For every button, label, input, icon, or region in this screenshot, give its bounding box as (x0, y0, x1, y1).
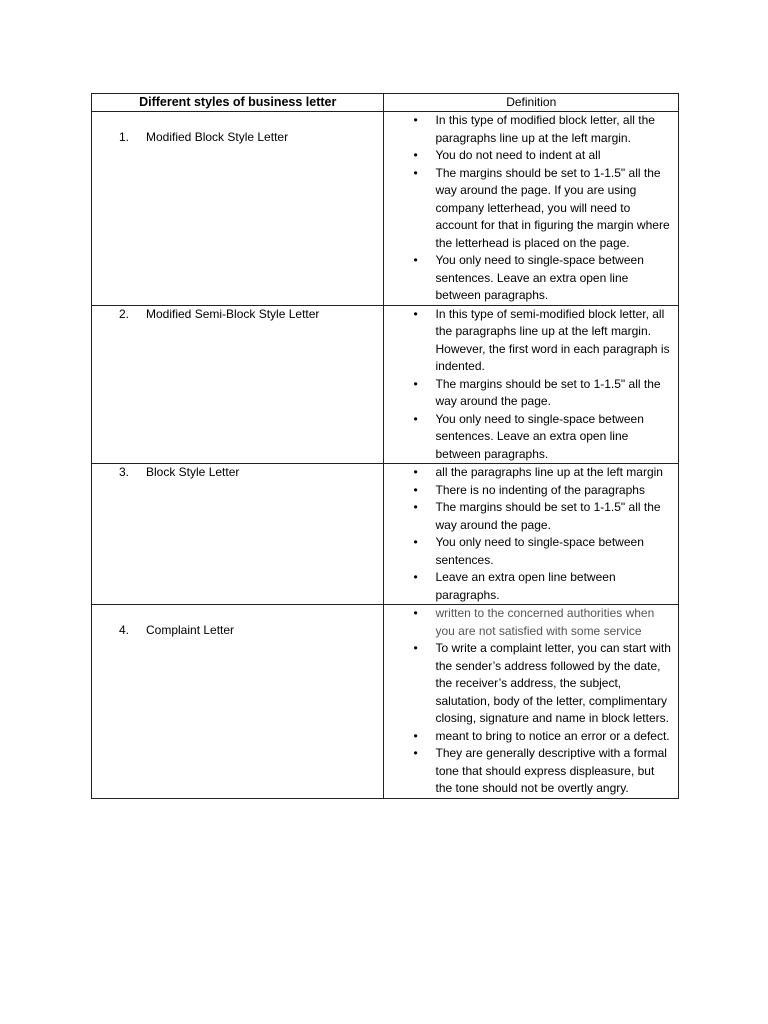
list-item: • You only need to single-space between sentences. Leave an extra open line between paragraphs. (384, 411, 672, 464)
table-row (92, 305, 679, 464)
definition-list (384, 306, 678, 464)
style-column-heading: Different styles of business letter (92, 94, 384, 112)
list-item: • The margins should be set to 1-1.5" all the way around the page. (384, 376, 672, 411)
table-row (92, 605, 679, 799)
list-item: • They are generally descriptive with a formal tone that should express displeasure, but the tone should not be overtly angry. (384, 745, 672, 798)
table-header-row (92, 94, 679, 112)
item-number: 1. (119, 130, 130, 144)
list-item: • written to the concerned authorities when you are not satisfied with some service (384, 605, 672, 640)
item-title: Complaint Letter (146, 623, 235, 637)
list-item: • meant to bring to notice an error or a defect. (384, 728, 672, 746)
list-item: • The margins should be set to 1-1.5" all the way around the page. (384, 499, 672, 534)
item-title: Modified Block Style Letter (146, 130, 289, 144)
definition-list (384, 605, 678, 798)
list-item: • You only need to single-space between sentences. Leave an extra open line between paragraphs. (384, 252, 672, 305)
item-title: Modified Semi-Block Style Letter (146, 306, 320, 321)
list-item: • You do not need to indent at all (384, 147, 672, 165)
style-cell (92, 112, 384, 306)
list-item: • There is no indenting of the paragraphs (384, 482, 672, 500)
list-item: • Leave an extra open line between paragraphs. (384, 569, 672, 604)
definition-list (384, 464, 678, 604)
item-number: 4. (119, 623, 130, 637)
definition-column-heading: Definition (384, 94, 679, 112)
table-row (92, 464, 679, 605)
list-item: • To write a complaint letter, you can start with the sender’s address followed by the date, the receiver’s address, the subject, salutation, body of the letter, complimentary closing, signature and name in block letters. (384, 640, 672, 728)
item-number: 2. (119, 306, 130, 321)
style-cell (92, 464, 384, 605)
list-item: • The margins should be set to 1-1.5" all the way around the page. If you are using company letterhead, you will need to account for that in figuring the margin where the letterhead is placed on the page. (384, 165, 672, 253)
list-item: • all the paragraphs line up at the left margin (384, 464, 672, 482)
definition-list (384, 112, 678, 305)
letter-styles-table (91, 93, 679, 799)
list-item: • In this type of modified block letter, all the paragraphs line up at the left margin. (384, 112, 672, 147)
item-title: Block Style Letter (146, 465, 240, 479)
item-number: 3. (119, 465, 130, 479)
table-row (92, 112, 679, 306)
style-cell (92, 305, 384, 464)
definition-cell (384, 464, 679, 605)
list-item: • You only need to single-space between sentences. (384, 534, 672, 569)
style-cell (92, 605, 384, 799)
definition-cell (384, 305, 679, 464)
definition-cell (384, 605, 679, 799)
list-item: • In this type of semi-modified block letter, all the paragraphs line up at the left margin. However, the first word in each paragraph is indented. (384, 306, 672, 376)
definition-cell (384, 112, 679, 306)
